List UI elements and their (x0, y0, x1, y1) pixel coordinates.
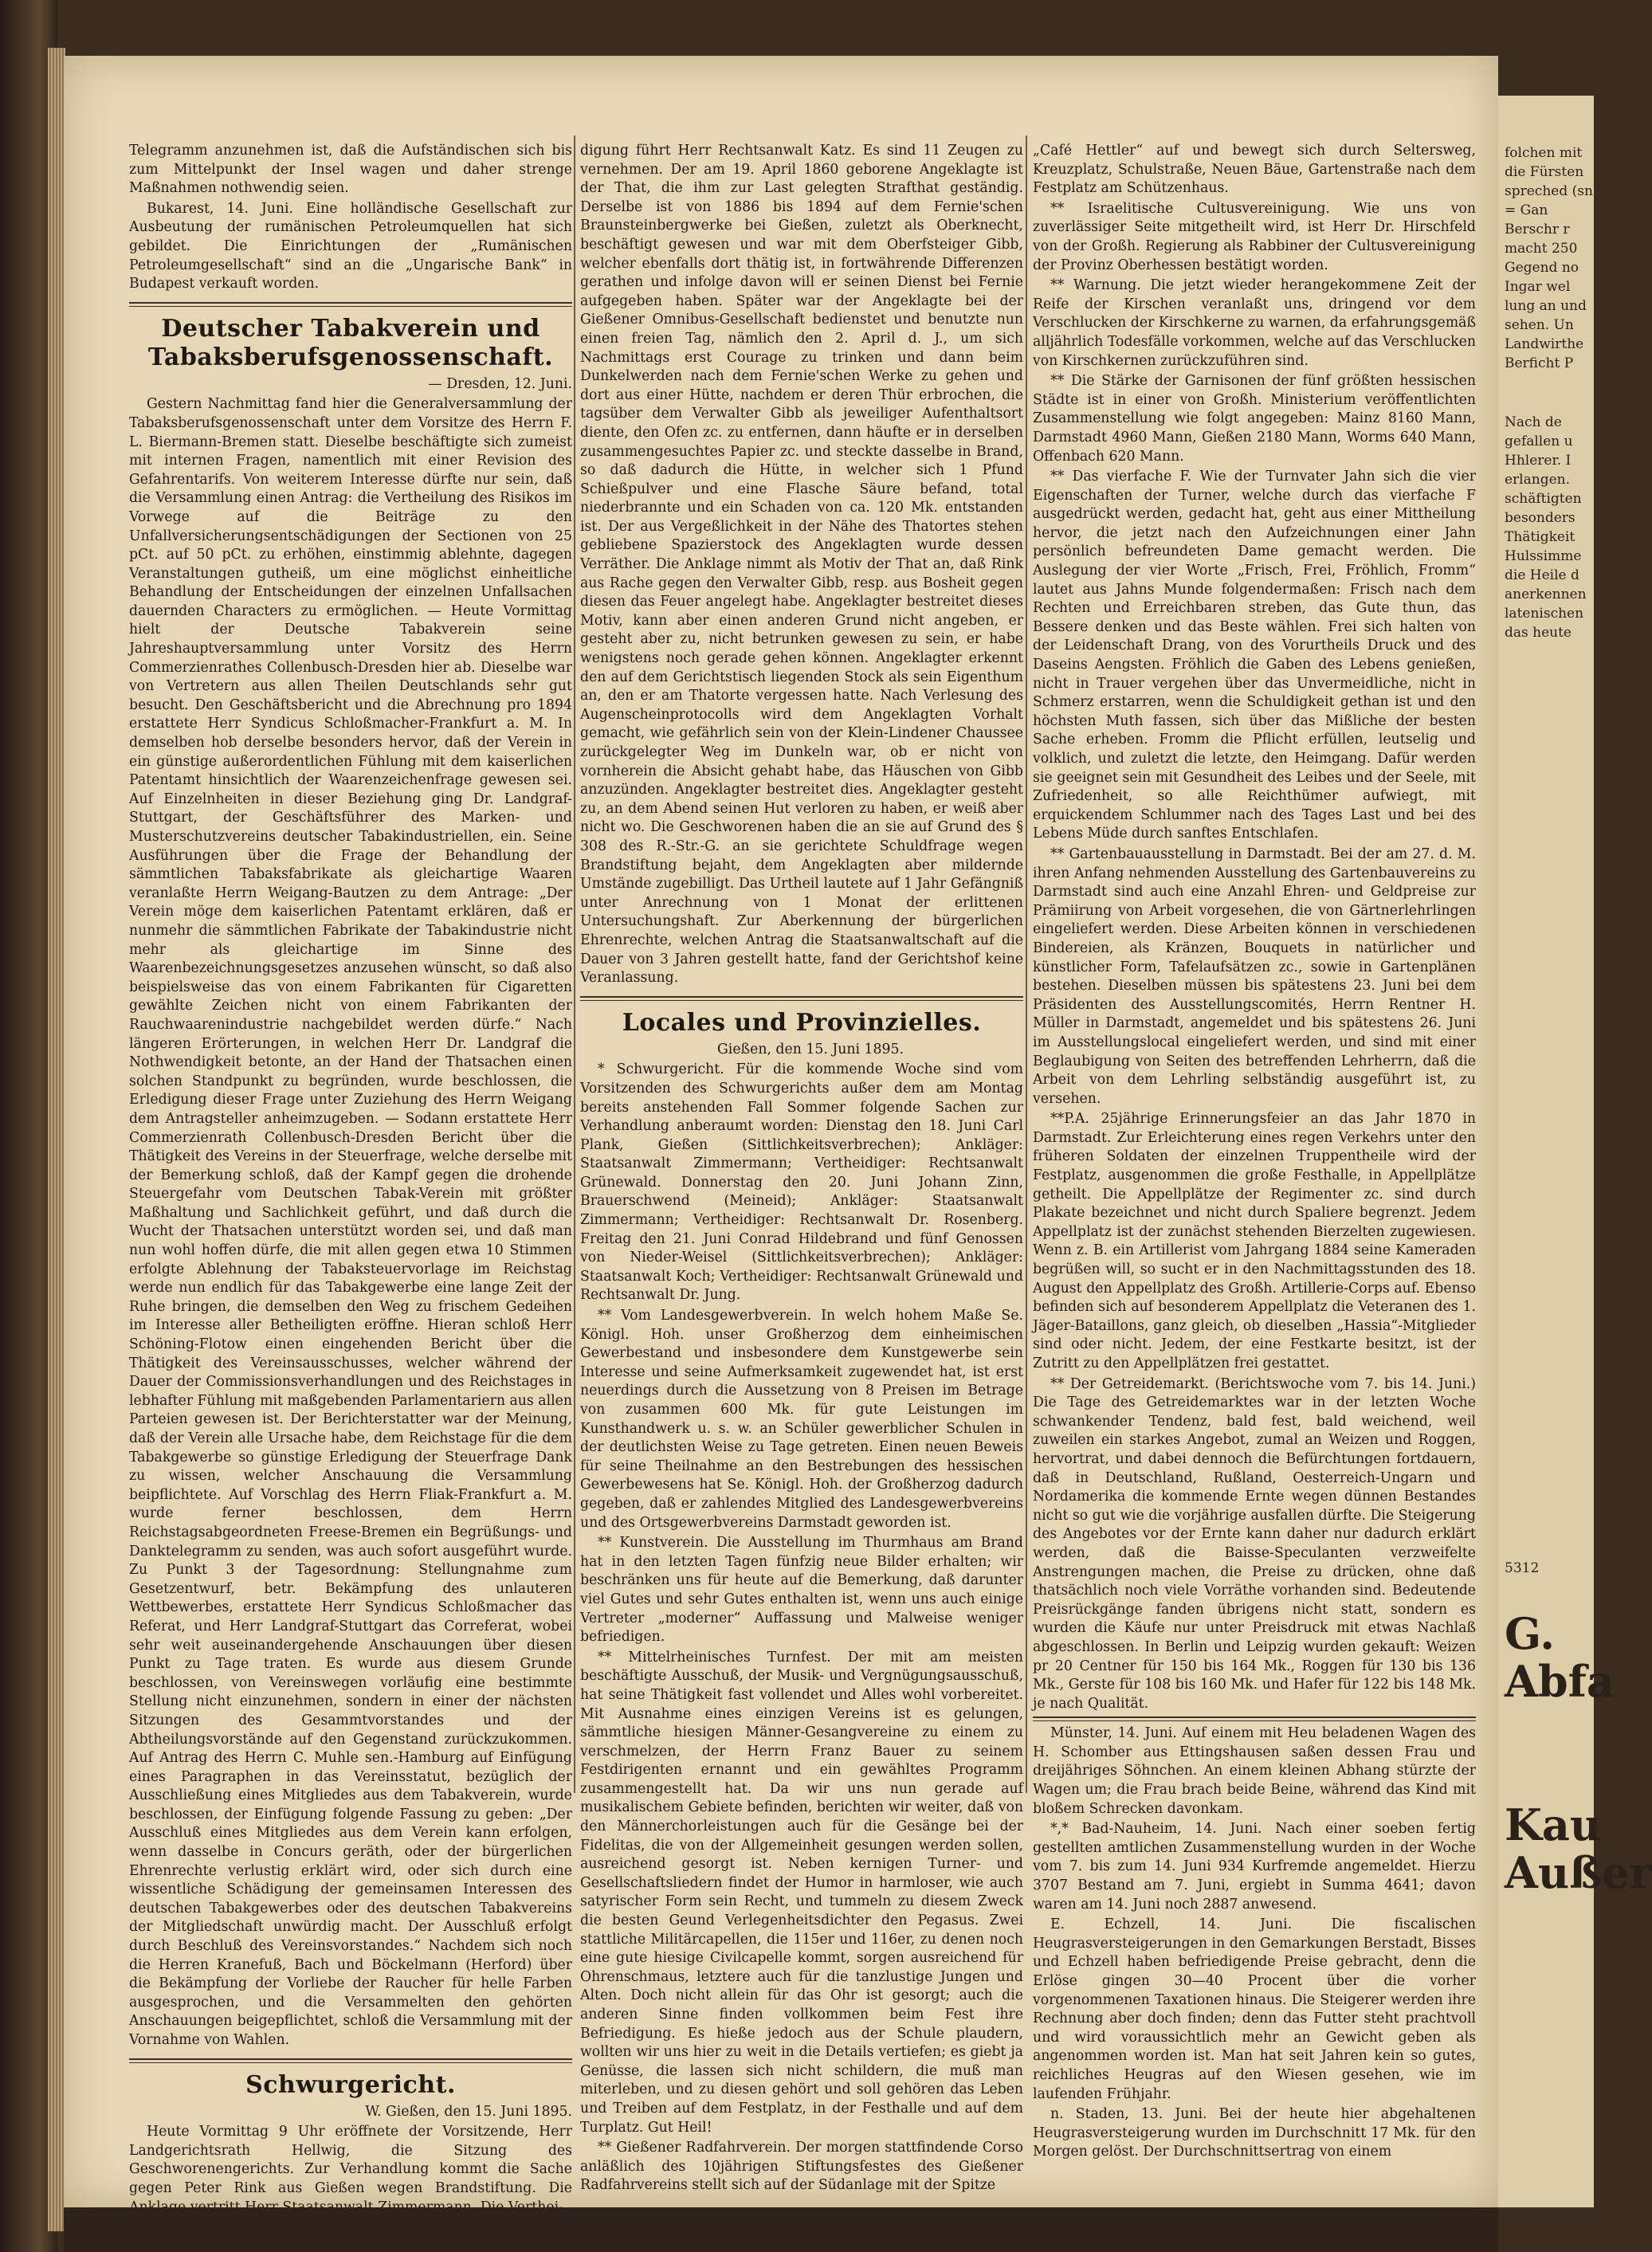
column-rule (574, 135, 575, 1793)
edge-fragment: Berschr r (1505, 222, 1570, 237)
article-paragraph: Gestern Nachmittag fand hier die Generalversammlung der Tabaksberufsgenossenschaft unter dem Vorsitze des Herrn F. L. Biermann-Bremen statt. Dieselbe beschäftigte sich zumeist mit internen Fragen, namentlich mit einer Revision des Gefahrentarifs. Von weiterem Interesse dürfte nur sein, daß die Versammlung einen Antrag: die Vertheilung des Risikos im Vorwege auf die Beiträge zu den Unfallversicherungsentschädigungen der Sectionen von 25 pCt. auf 50 pCt. zu erhöhen, einstimmig ablehnte, dagegen Veranstaltungen gutheiß, um eine möglichst einheitliche Behandlung der Entscheidungen der einzelnen Unfallsachen dauernden Characters zu ermöglichen. — Heute Vormittag hielt der Deutsche Tabakverein seine Jahreshauptversammlung unter Vorsitz des Herrn Commerzienrathes Collenbusch-Dresden hier ab. Dieselbe war von Vertretern aus allen Theilen Deutschlands sehr gut besucht. Den Geschäftsbericht und die Abrechnung pro 1894 erstattete Herr Syndicus Schloßmacher-Frankfurt a. M. In demselben hob derselbe besonders hervor, daß der Verein in ein günstige außerordentlichen Fühlung mit dem kaiserlichen Patentamt hinsichtlich der Waarenzeichenfrage gewesen sei. Auf Einzelnheiten in dieser Beziehung ging Dr. Landgraf-Stuttgart, der Geschäftsführer des Marken- und Musterschutzvereins deutscher Tabakindustriellen, ein. Seine Ausführungen über die Frage der Behandlung der sämmtlichen Tabaksfabrikate als gleichartige Waaren veranlaßte Herrn Weigang-Bautzen zu dem Antrage: „Der Verein möge dem kaiserlichen Patentamt erklären, daß er nunmehr die sämmtlichen Fabrikate der Tabakindustrie nicht mehr als gleichartige im Sinne des Waarenbezeichnungsgesetzes anzusehen wünscht, so daß also beispielsweise das von einem Fabrikanten für Cigaretten gewählte Zeichen nicht von einem Fabrikanten der Rauchwaarenindustrie nachgebildet werden dürfe.“ Nach längeren Erörterungen, in welchen Herr Dr. Landgraf die Nothwendigkeit betonte, an der Hand der Thatsachen einen solchen Standpunkt zu begründen, wurde beschlossen, die Erledigung dieser Frage unter Zuziehung des Herrn Weigang dem Antragsteller anheimzugeben. — Sodann erstattete Herr Commerzienrath Collenbusch-Dresden Bericht über die Thätigkeit des Vereins in der Steuerfrage, welche derselbe mit der Bemerkung schloß, daß der Kampf gegen die drohende Steuergefahr vom Deutschen Tabak-Verein mit größter Maßhaltung und Sachlichkeit geführt, und daß durch die Wucht der Thatsachen unterstützt worden sei, und daß man nun wohl hoffen dürfe, die mit allen gegen etwa 10 Stimmen erfolgte Ablehnung der Tabaksteuervorlage im Reichstag werde nun endlich für das Tabakgewerbe eine lange Zeit der Ruhe bringen, die demselben den Weg zu frischem Gedeihen im Interesse aller Betheiligten eröffne. Hieran schloß Herr Schöning-Flotow einen eingehenden Bericht über die Thätigkeit des Vereinsausschusses, welcher während der Dauer der Commissionsverhandlungen und des Reichstages in lebhafter Fühlung mit maßgebenden Parlamentariern aus allen Parteien gewesen ist. Der Berichterstatter war der Meinung, daß der Verein alle Ursache habe, dem Reichstage für die dem Tabakgewerbe so günstige Erledigung der Steuerfrage Dank zu wissen, welcher Anschauung die Versammlung beipflichtete. Auf Vorschlag des Herrn Fliak-Frankfurt a. M. wurde ferner beschlossen, dem Herrn Reichstagsabgeordneten Freese-Bremen ein Begrüßungs- und Danktelegramm zu senden, was auch sofort ausgeführt wurde. Zu Punkt 3 der Tagesordnung: Stellungnahme zum Gesetzentwurf, betr. Bekämpfung des unlauteren Wettbewerbes, erstattete Herr Syndicus Schloßmacher das Referat, und Herr Landgraf-Stuttgart das Correferat, wobei sehr weit auseinandergehende Anschauungen über diesen Punkt zu Tage traten. Es wurde aus diesem Grunde beschlossen, von Vereinswegen vorläufig eine bestimmte Stellung nicht einzunehmen, sondern in einer der nächsten Sitzungen des Gesammtvorstandes und der Abtheilungsvorstände auf den Gegenstand zurückzukommen. Auf Antrag des Herrn C. Muhle sen.-Hamburg auf Einfügung eines Paragraphen in das Vereinsstatut, bezüglich der Ausschließung eines Mitgliedes aus dem Tabakverein, wurde beschlossen, der Einfügung folgende Fassung zu geben: „Der Ausschluß eines Mitgliedes aus dem Verein kann erfolgen, wenn dasselbe in Concurs geräth, oder der bürgerlichen Ehrenrechte verlustig erklärt wird, oder sich durch eine wissentliche Schädigung der gemeinsamen Interessen des deutschen Tabakgewerbes oder des deutschen Tabakvereins der Mitgliedschaft unwürdig macht. Der Ausschluß erfolgt durch Beschluß des Vereinsvorstandes.“ Nachdem sich noch die Herren Kranefuß, Bach und Böckelmann (Herford) über die Bekämpfung der Vorliebe der Raucher für helle Farben ausgesprochen, und die Versammelten den gehörten Anschauungen beigepflichtet, schloß die Versammlung mit der Vornahme von Wahlen. (129, 396, 573, 2048)
edge-fragment: Hhlerer. I (1505, 453, 1572, 469)
page-edges (48, 48, 65, 2231)
column-1 (129, 142, 572, 2219)
dateline: — Dresden, 12. Juni. (428, 375, 572, 392)
dateline: Gießen, den 15. Juni 1895. (716, 1041, 904, 1057)
section-heading: Schwurgericht. (245, 2070, 456, 2099)
separator (580, 996, 1023, 1001)
article-paragraph: ** Warnung. Die jetzt wieder herangekommene Zeit der Reife der Kirschen veranlaßt uns, dringend vor dem Verschlucken der Kirschkerne zu warnen, da erfahrungsgemäß alljährlich Todesfälle vorkommen, welche auf das Verschlucken von Kirschkernen zurückzuführen sind. (1033, 277, 1476, 369)
article-paragraph: E. Echzell, 14. Juni. Die fiscalischen Heugrasversteigerungen in den Gemarkungen Berstadt, Bisses und Echzell haben befriedigende Preise gebracht, denn die Erlöse gingen 30—40 Procent über die vorher vorgenommenen Taxationen hinaus. Die Steigerer werden ihre Rechnung aber doch finden; denn das Futter steht prachtvoll und wird voraussichtlich mehr an Gewicht geben als angenommen worden ist. Man hat seit Jahren kein so gutes, reichliches Heugras auf den Wiesen gesehen, wie im laufenden Frühjahr. (1033, 1917, 1476, 2102)
edge-fragments-mid (1498, 413, 1594, 642)
edge-fragment: Landwirthe (1505, 336, 1584, 352)
edge-fragment: Berficht P (1505, 355, 1574, 371)
article-paragraph: ** Israelitische Cultusvereinigung. Wie uns von zuverlässiger Seite mitgetheilt wird, ist Herr Dr. Hirschfeld von der Großh. Regierung als Rabbiner der Cultusvereinigung der Provinz Oberhessen bestätigt worden. (1033, 200, 1476, 273)
adjacent-page-edge (1498, 96, 1652, 2207)
article-paragraph: Bukarest, 14. Juni. Eine holländische Gesellschaft zur Ausbeutung der rumänischen Petroleumquellen hat sich gebildet. Die Einrichtungen der „Rumänischen Petroleumgesellschaft“ sind an die „Ungarische Bank“ in Budapest verkauft worden. (129, 200, 572, 292)
article-paragraph: * Schwurgericht. Für die kommende Woche sind vom Vorsitzenden des Schwurgerichts außer dem am Montag bereits anstehenden Fall Sommer folgende Sachen zur Verhandlung anberaumt worden: Dienstag den 18. Juni Carl Plank, Gießen (Sittlichkeitsverbrechen); Ankläger: Staatsanwalt Zimmermann; Vertheidiger: Rechtsanwalt Grünewald. Donnerstag den 20. Juni Johann Zinn, Brauerschwend (Meineid); Ankläger: Staatsanwalt Zimmermann; Vertheidiger: Rechtsanwalt Dr. Rosenberg. Freitag den 21. Juni Conrad Hildebrand und fünf Genossen von Nieder-Weisel (Sittlichkeitsverbrechen); Ankläger: Staatsanwalt Koch; Vertheidiger: Rechtsanwalt Grünewald und Rechtsanwalt Dr. Jung. (580, 1061, 1023, 1304)
edge-fragment: schäftigten (1505, 491, 1582, 507)
article-paragraph: ** Gießener Radfahrverein. Der morgen stattfindende Corso anläßlich des 10jährigen Stiftungsfestes des Gießener Radfahrvereins stellt sich auf der Südanlage mit der Spitze (580, 2140, 1023, 2194)
separator (129, 2058, 572, 2063)
edge-fragment: das heute (1505, 625, 1572, 641)
article-paragraph: *,* Bad-Nauheim, 14. Juni. Nach einer soeben fertig gestellten amtlichen Zusammenstellung wurden in der Woche vom 7. bis zum 14. Juni 934 Kurfremde angemeldet. Hierzu 3707 Bestand am 7. Juni, ergiebt in Summa 4641; davon waren am 14. Juni noch 2887 anwesend. (1033, 1821, 1476, 1913)
edge-fragment: besonders (1505, 510, 1575, 526)
edge-fragment: Thätigkeit (1505, 529, 1575, 545)
article-paragraph: Heute Vormittag 9 Uhr eröffnete der Vorsitzende, Herr Landgerichtsrath Hellwig, die Sitzung des Geschworenengerichts. Zur Verhandlung kommt die Sache gegen Peter Rink aus Gießen wegen Brandstiftung. Die (129, 2124, 572, 2196)
edge-fragment: sehen. Un (1505, 317, 1574, 333)
article-paragraph: Münster, 14. Juni. Auf einem mit Heu beladenen Wagen des H. Schomber aus Ettingshausen saßen dessen Frau und dreijähriges Söhnchen. An einem kleinen Abhang stürzte der Wagen um; die Frau brach beide Beine, während das Kind mit bloßem Schrecken davonkam. (1033, 1725, 1476, 1817)
edge-fragment: folchen mit (1505, 145, 1583, 161)
article-paragraph: ** Vom Landesgewerbverein. In welch hohem Maße Se. Königl. Hoh. unser Großherzog dem einheimischen Gewerbestand und insbesondere dem Kunstgewerbe sein Interesse und seine Aufmerksamkeit zugewendet hat, ist erst neuerdings durch die Aussetzung von 8 Preisen im Betrage von zusammen 600 Mk. für gute Leistungen im Kunsthandwerk u. s. w. an Schüler gewerblicher Schulen in der deutlichsten Weise zu Tage getreten. Einen neuen Beweis für seine Theilnahme an den Bestrebungen des hessischen Gewerbewesens hat Se. Königl. Hoh. der Großherzog dadurch gegeben, daß er zahlendes Mitglied des Landesgewerbvereins und des Ortsgewerbvereins Darmstadt geworden ist. (580, 1308, 1023, 1531)
article-paragraph: Telegramm anzunehmen ist, daß die Aufständischen sich bis zum Mittelpunkt der Insel wagen und daher strenge Maßnahmen nothwendig seien. (129, 143, 572, 197)
edge-fragment: die Heile d (1505, 567, 1579, 583)
edge-fragment: Nach de (1505, 414, 1562, 430)
edge-heading: Außer (1505, 1847, 1652, 1898)
column-rule (1026, 135, 1027, 1793)
edge-fragment: die Fürsten (1505, 164, 1584, 180)
edge-heading: Kau (1505, 1799, 1602, 1850)
article-paragraph: **P.A. 25jährige Erinnerungsfeier an das Jahr 1870 in Darmstadt. Zur Erleichterung eines regen Verkehrs unter den früheren Soldaten der einzelnen Truppentheile wird der Festplatz, ausgenommen die große Festhalle, in Appellplätze getheilt. Die Appellplätze der Regimenter zc. sind durch Plakate bezeichnet und nicht durch Spaliere begrenzt. Jedem Appellplatz ist der zunächst stehenden Bierzelten zugewiesen. Wenn z. B. ein Artillerist vom Jahrgang 1884 seine Kameraden begrüßen will, so sucht er in den Nachmittagsstunden des 18. August den Appellplatz des Großh. Artillerie-Corps auf. Ebenso befinden sich auf besonderem Appellplatz die Veteranen des 1. Jäger-Bataillons, ganz gleich, ob dieselben „Hassia“-Mitglieder sind oder nicht. Jedem, der eine Festkarte besitzt, ist der Zutritt zu den Appellplätzen frei gestattet. (1033, 1111, 1476, 1371)
edge-number: 5312 (1505, 1560, 1540, 1576)
edge-fragment: macht 250 (1505, 241, 1578, 257)
edge-heading: Abfa (1505, 1656, 1615, 1707)
column-2 (580, 142, 1023, 2197)
edge-fragment: = Gan (1505, 202, 1548, 218)
edge-fragment: erlangen. (1505, 472, 1571, 488)
edge-fragments-top (1498, 143, 1594, 373)
article-paragraph: digung führt Herr Rechtsanwalt Katz. Es sind 11 Zeugen zu vernehmen. Der am 19. April 1860 geborene Angeklagte ist der That, die ihm zur Last gelegten Strafthat geständig. Derselbe ist von 1886 bis 1894 auf dem Fernie'schen Braunsteinbergwerke bei Gießen, zuletzt als Oberknecht, beschäftigt gewesen und war mit dem Oberfsteiger Gibb, welcher ebenfalls dort thätig ist, in fortwährende Differenzen gerathen und infolge davon will er seinen Dienst bei Fernie aufgegeben haben. Später war der Angeklagte bei der Gießener Omnibus-Gesellschaft bedienstet und benutzte nun einen freien Tag, nämlich den 2. April d. J., um sich Nachmittags erst Courage zu trinken und dann beim Dunkelwerden nach dem Fernie'schen Werke zu gehen und dort aus einer Hütte, nachdem er deren Thür erbrochen, die tagsüber dem Verwalter Gibb als jeweiliger Aufenthaltsort diente, den Ofen zc. zu entfernen, dann häufte er in derselben zusammengesuchtes Papier zc. und steckte dasselbe in Brand, so daß dadurch die Hütte, in welcher sich 1 Pfund Schießpulver und eine Flasche Säure befand, total niederbrannte und ein Schaden von ca. 120 Mk. entstanden ist. Der aus Vergeßlichkeit in der Nähe des Thatortes stehen gebliebene Spazierstock des Angeklagten wurde dessen Verräther. Die Anklage nimmt als Motiv der That an, daß Rink aus Rache gegen den Verwalter Gibb, resp. aus Bosheit gegen diesen das Feuer angelegt habe. Angeklagter bestreitet dieses Motiv, kann aber einen anderen Grund nicht angeben, er gesteht aber zu, nicht betrunken gewesen zu sein, er habe wenigstens noch gerade gehen können. Angeklagter erkennt den auf dem Gerichtstisch liegenden Stock als sein Eigenthum an, den er am Thatorte vergessen hatte. Nach Verlesung des Augenscheinprotocolls wird dem Angeklagten Vorhalt gemacht, wie gefährlich sein von der Klein-Lindener Chaussee zurückgelegter Weg im Dunkeln war, ob er nicht von vornherein die Absicht gehabt habe, das Häuschen von Gibb anzuzünden. Angeklagter bestreitet dies. Angeklagter gesteht zu, an dem Abend seinen Hut verloren zu haben, er weiß aber nicht wo. Die Geschworenen haben die an sie auf Grund des § 308 des R.-Str.-G. an sie gerichtete Schuldfrage wegen Brandstiftung bejaht, dem Angeklagten aber mildernde Umstände zugebilligt. Das Urtheil lautete auf 1 Jahr Gefängniß unter Anrechnung von 1 Monat der erlittenen Untersuchungshaft. Zur Aberkennung der bürgerlichen Ehrenrechte, welchen Antrag die Staatsanwaltschaft auf die Dauer von 3 Jahren gestellt hatte, fand der Gerichtshof keine Veranlassung. (580, 143, 1023, 987)
column-3 (1033, 142, 1476, 2164)
edge-fragment: latenischen (1505, 606, 1584, 622)
article-paragraph: ** Kunstverein. Die Ausstellung im Thurmhaus am Brand hat in den letzten Tagen fünfzig neue Bilder erhalten; wir beschränken uns für heute auf die Bemerkung, daß darunter viel Gutes und sehr Gutes enthalten ist, wenn uns auch einige Vertreter „moderner“ Auffassung und Malweise weniger befriedigen. (580, 1535, 1023, 1646)
article-paragraph: ** Gartenbauausstellung in Darmstadt. Bei der am 27. d. M. ihren Anfang nehmenden Ausstellung des Gartenbauvereins zu Darmstadt sind auch eine Anzahl Ehren- und Geldpreise zur Prämiirung von Arbeit vorgesehen, die von Gärtnerlehrlingen eingeliefert werden. Diese Arbeiten können in verschiedenen Bindereien, als Kränzen, Bouquets in natürlicher und künstlicher Form, Tafelaufsätzen zc., sowie in Gartenplänen bestehen. Dieselben müssen bis spätestens 23. Juni bei dem Präsidenten des Ausstellungscomités, Herrn Rentner H. Müller in Darmstadt, angemeldet und bis spätestens 26. Juni im Ausstellungslocal eingeliefert werden, und sind mit einer Beglaubigung von Seiten des betreffenden Lehrherrn, daß die Arbeit von dem Lehrling selbständig ausgeführt ist, zu versehen. (1033, 845, 1476, 1107)
article-paragraph: ** Das vierfache F. Wie der Turnvater Jahn sich die vier Eigenschaften der Turner, welche durch das vierfache F ausgedrückt werden, gedacht hat, geht aus einer Mittheilung hervor, die jetzt nach den Aufzeichnungen einer Jahn persönlich befreundeten Dame gemacht werden. Die Auslegung der vier Worte „Frisch, Frei, Fröhlich, Fromm“ lautet aus Jahns Munde folgendermaßen: Frisch nach dem Rechten und Erreichbaren streben, das Gute thun, das Bessere denken und das Beste wählen. Frei sich halten von der Leidenschaft Drang, von des Vorurtheils Druck und des Daseins Aengsten. Fröhlich die Gaben des Lebens genießen, nicht in Trauer vergehen über das Unvermeidliche, nicht in Schmerz erstarren, wenn die Schuldigkeit gethan ist und den höchsten Muth fassen, sich über das Mißliche der besten Sache erheben. Fromm die Pflicht erfüllen, leutselig und volklich, und zuletzt die letzte, den Heimgang. Dafür werden sie geeignet sein mit Gesundheit des Leibes und der Seele, mit Zufriedenheit, so alle Reichthümer aufwiegt, mit erquickendem Schlummer nach des Tages Last und bei des Lebens Müde durch sanftes Entschlafen. (1033, 469, 1476, 842)
section-heading: Deutscher Tabakverein und Tabaksberufsgenossenschaft. (147, 314, 554, 371)
section-heading: Locales und Provinzielles. (622, 1008, 982, 1037)
edge-fragment: spreched (sn (1505, 183, 1593, 199)
edge-fragment: Gegend no (1505, 260, 1579, 276)
article-paragraph: ** Die Stärke der Garnisonen der fünf größten hessischen Städte ist in einer von Großh. Ministerium veröffentlichten Zusammenstellung wie folgt angegeben: Mainz 8160 Mann, Darmstadt 4960 Mann, Gießen 2180 Mann, Worms 640 Mann, Offenbach 620 Mann. (1033, 373, 1476, 465)
edge-fragment: Ingar wel (1505, 279, 1571, 295)
article-paragraph: ** Der Getreidemarkt. (Berichtswoche vom 7. bis 14. Juni.) Die Tage des Getreidemarktes war in der letzten Woche schwankender Tendenz, bald fest, bald weichend, weil zuweilen ein starkes Angebot, zumal an Weizen und Roggen, hervortrat, und dabei dennoch die Befürchtungen fortdauern, daß in Deutschland, Rußland, Oesterreich-Ungarn und Nordamerika die kommende Ernte wegen dünnen Bestandes nicht so gut wie die vorjährige ausfallen dürfte. Die Steigerung des Angebotes vor der Ernte kann daher nur dadurch erklärt werden, daß die Baisse-Speculanten verzweifelte Anstrengungen machen, die Preise zu drücken, ohne daß thatsächlich noch viele Vorräthe vorhanden sind. Bedeutende Preisrückgänge fanden übrigens nicht statt, sondern es wurden die Käufe nur unter Preisdruck mit etwas Nachlaß abgeschlossen. In Berlin und Leipzig wurden gekauft: Weizen pr 20 Centner für 150 bis 164 Mk., Roggen für 130 bis 136 Mk., Gerste für 108 bis 160 Mk. und Hafer für 122 bis 148 Mk. je nach Qualität. (1033, 1375, 1476, 1712)
dateline: W. Gießen, den 15. Juni 1895. (365, 2103, 572, 2120)
article-paragraph: ** Mittelrheinisches Turnfest. Der mit am meisten beschäftigte Ausschuß, der Musik- und Vergnügungsausschuß, hat seine Thätigkeit fast vollendet und Alles wohl vorbereitet. Mit Ausnahme eines einzigen Vereins ist es gelungen, sämmtliche hiesigen Männer-Gesangvereine zu einem zu verschmelzen, der Herrn Franz Bauer zu seinem Festdirigenten ernannt und ein gewähltes Programm zusammengestellt hat. Da wir uns nun gerade auf musikalischem Gebiete befinden, berichten wir weiter, daß von den Männerchorleistungen auch für die Gesänge bei der Fidelitas, die von der Allgemeinheit gesungen werden sollen, ausreichend gesorgt ist. Neben kernigen Turner- und Gesellschaftsliedern findet der Humor in harmloser, wie auch satyrischer Form sein Recht, und tummeln zu diesem Zweck die besten Geund Verlegenheitsdichter den Pegasus. Zwei stattliche Militärcapellen, die 115er und 116er, zu denen noch eine gute hiesige Civilcapelle kommt, sorgen ausreichend für Ohrenschmaus, letztere auch für die tanzlustige Jungen und Alten. Doch nicht allein für das Ohr ist gesorgt; auch die anderen Sinne finden vollkommen beim Fest ihre Befriedigung. Es hieße jedoch aus der Schule plaudern, wollten wir uns hier zu weit in die Details vertiefen; es giebt ja Genüsse, die lassen sich nicht schildern, die muß man miterleben, und zu diesen gehört und soll gehören das Leben und Treiben auf dem Festplatz, in der Festhalle und auf dem Turplatz. Gut Heil! (580, 1649, 1023, 2136)
separator (129, 302, 572, 307)
edge-fragment: Hulssimme (1505, 548, 1582, 564)
article-paragraph: n. Staden, 13. Juni. Bei der heute hier abgehaltenen Heugrasversteigerung wurden im Durchschnitt 17 Mk. für den Morgen gelöst. Der Durchschnittsertrag von einem (1033, 2106, 1476, 2160)
separator (1033, 1716, 1476, 1721)
edge-fragment: lung an und (1505, 298, 1587, 314)
binding-bottom (64, 2207, 1498, 2252)
edge-heading: G. (1505, 1608, 1555, 1659)
article-paragraph: „Café Hettler“ auf und bewegt sich durch Seltersweg, Kreuzplatz, Schulstraße, Neuen Bäue, Gartenstraße nach dem Festplatz am Schützenhaus. (1033, 143, 1476, 197)
edge-fragment: anerkennen (1505, 587, 1587, 602)
edge-fragment: gefallen u (1505, 434, 1573, 449)
